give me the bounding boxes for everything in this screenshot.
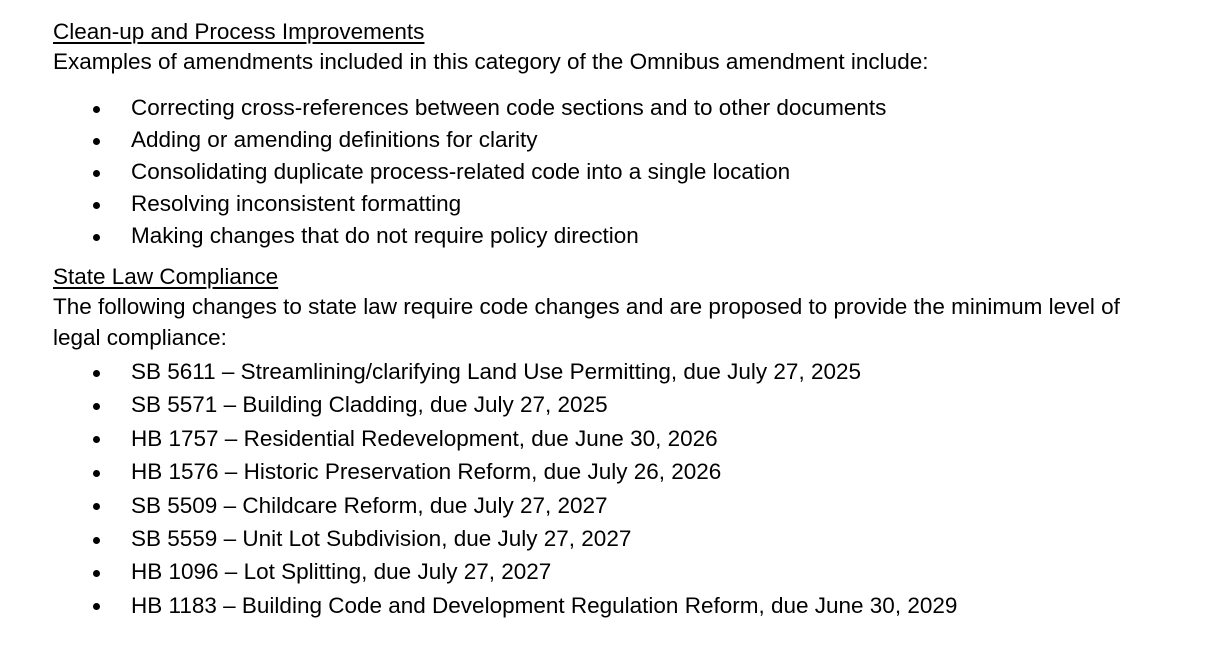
list-item-text: Making changes that do not require policy direction	[131, 223, 639, 248]
list-item-text: SB 5611 – Streamlining/clarifying Land Use Permitting, due July 27, 2025	[131, 359, 861, 384]
list-item	[53, 156, 1173, 188]
list-item	[53, 489, 1173, 522]
list-item	[53, 522, 1173, 555]
list-item-text: SB 5559 – Unit Lot Subdivision, due July 27, 2027	[131, 525, 632, 551]
list-item	[53, 92, 1173, 124]
list-item	[53, 589, 1173, 622]
bullet-icon	[93, 570, 100, 577]
list-item	[53, 388, 1173, 421]
list-item-text: SB 5509 – Childcare Reform, due July 27, 2027	[131, 492, 608, 518]
bullet-icon	[93, 106, 100, 113]
list-item	[53, 555, 1173, 588]
bullet-icon	[93, 603, 100, 610]
bullet-icon	[93, 234, 100, 241]
section-heading-state-law: State Law Compliance	[53, 264, 279, 289]
list-item-text: HB 1183 – Building Code and Development Regulation Reform, due June 30, 2029	[131, 592, 958, 618]
list-item-text: HB 1576 – Historic Preservation Reform, due July 26, 2026	[131, 459, 722, 485]
list-item-text: HB 1096 – Lot Splitting, due July 27, 2027	[131, 559, 552, 585]
list-item	[53, 455, 1173, 488]
bullet-icon	[93, 403, 100, 410]
bullet-icon	[93, 470, 100, 477]
list-item-text: Adding or amending definitions for clarity	[131, 127, 538, 152]
list-item	[53, 220, 1173, 252]
list-item-text: Consolidating duplicate process-related code into a single location	[131, 159, 791, 184]
bullet-icon	[93, 537, 100, 544]
bullet-icon	[93, 503, 100, 510]
list-item-text: HB 1757 – Residential Redevelopment, due June 30, 2026	[131, 425, 718, 451]
bullet-icon	[93, 202, 100, 209]
section-intro-state-law: The following changes to state law require code changes and are proposed to provide the minimum level of legal compliance:	[53, 294, 1120, 350]
document-page	[53, 17, 1173, 622]
bullet-icon	[93, 170, 100, 177]
list-item-text: Correcting cross-references between code sections and to other documents	[131, 95, 887, 120]
bullet-icon	[93, 436, 100, 443]
section-state-law	[53, 262, 1173, 622]
list-item-text: SB 5571 – Building Cladding, due July 27, 2025	[131, 392, 608, 418]
bullet-icon	[93, 138, 100, 145]
list-item	[53, 124, 1173, 156]
list-item	[53, 355, 1173, 388]
bullet-list-cleanup	[53, 92, 1173, 252]
list-item	[53, 422, 1173, 455]
list-item-text: Resolving inconsistent formatting	[131, 191, 462, 216]
section-cleanup	[53, 17, 1173, 252]
list-item	[53, 188, 1173, 220]
bullet-list-state-law	[53, 355, 1173, 622]
section-heading-cleanup: Clean-up and Process Improvements	[53, 19, 425, 44]
section-intro-cleanup: Examples of amendments included in this category of the Omnibus amendment include:	[53, 49, 929, 74]
bullet-icon	[93, 370, 100, 377]
